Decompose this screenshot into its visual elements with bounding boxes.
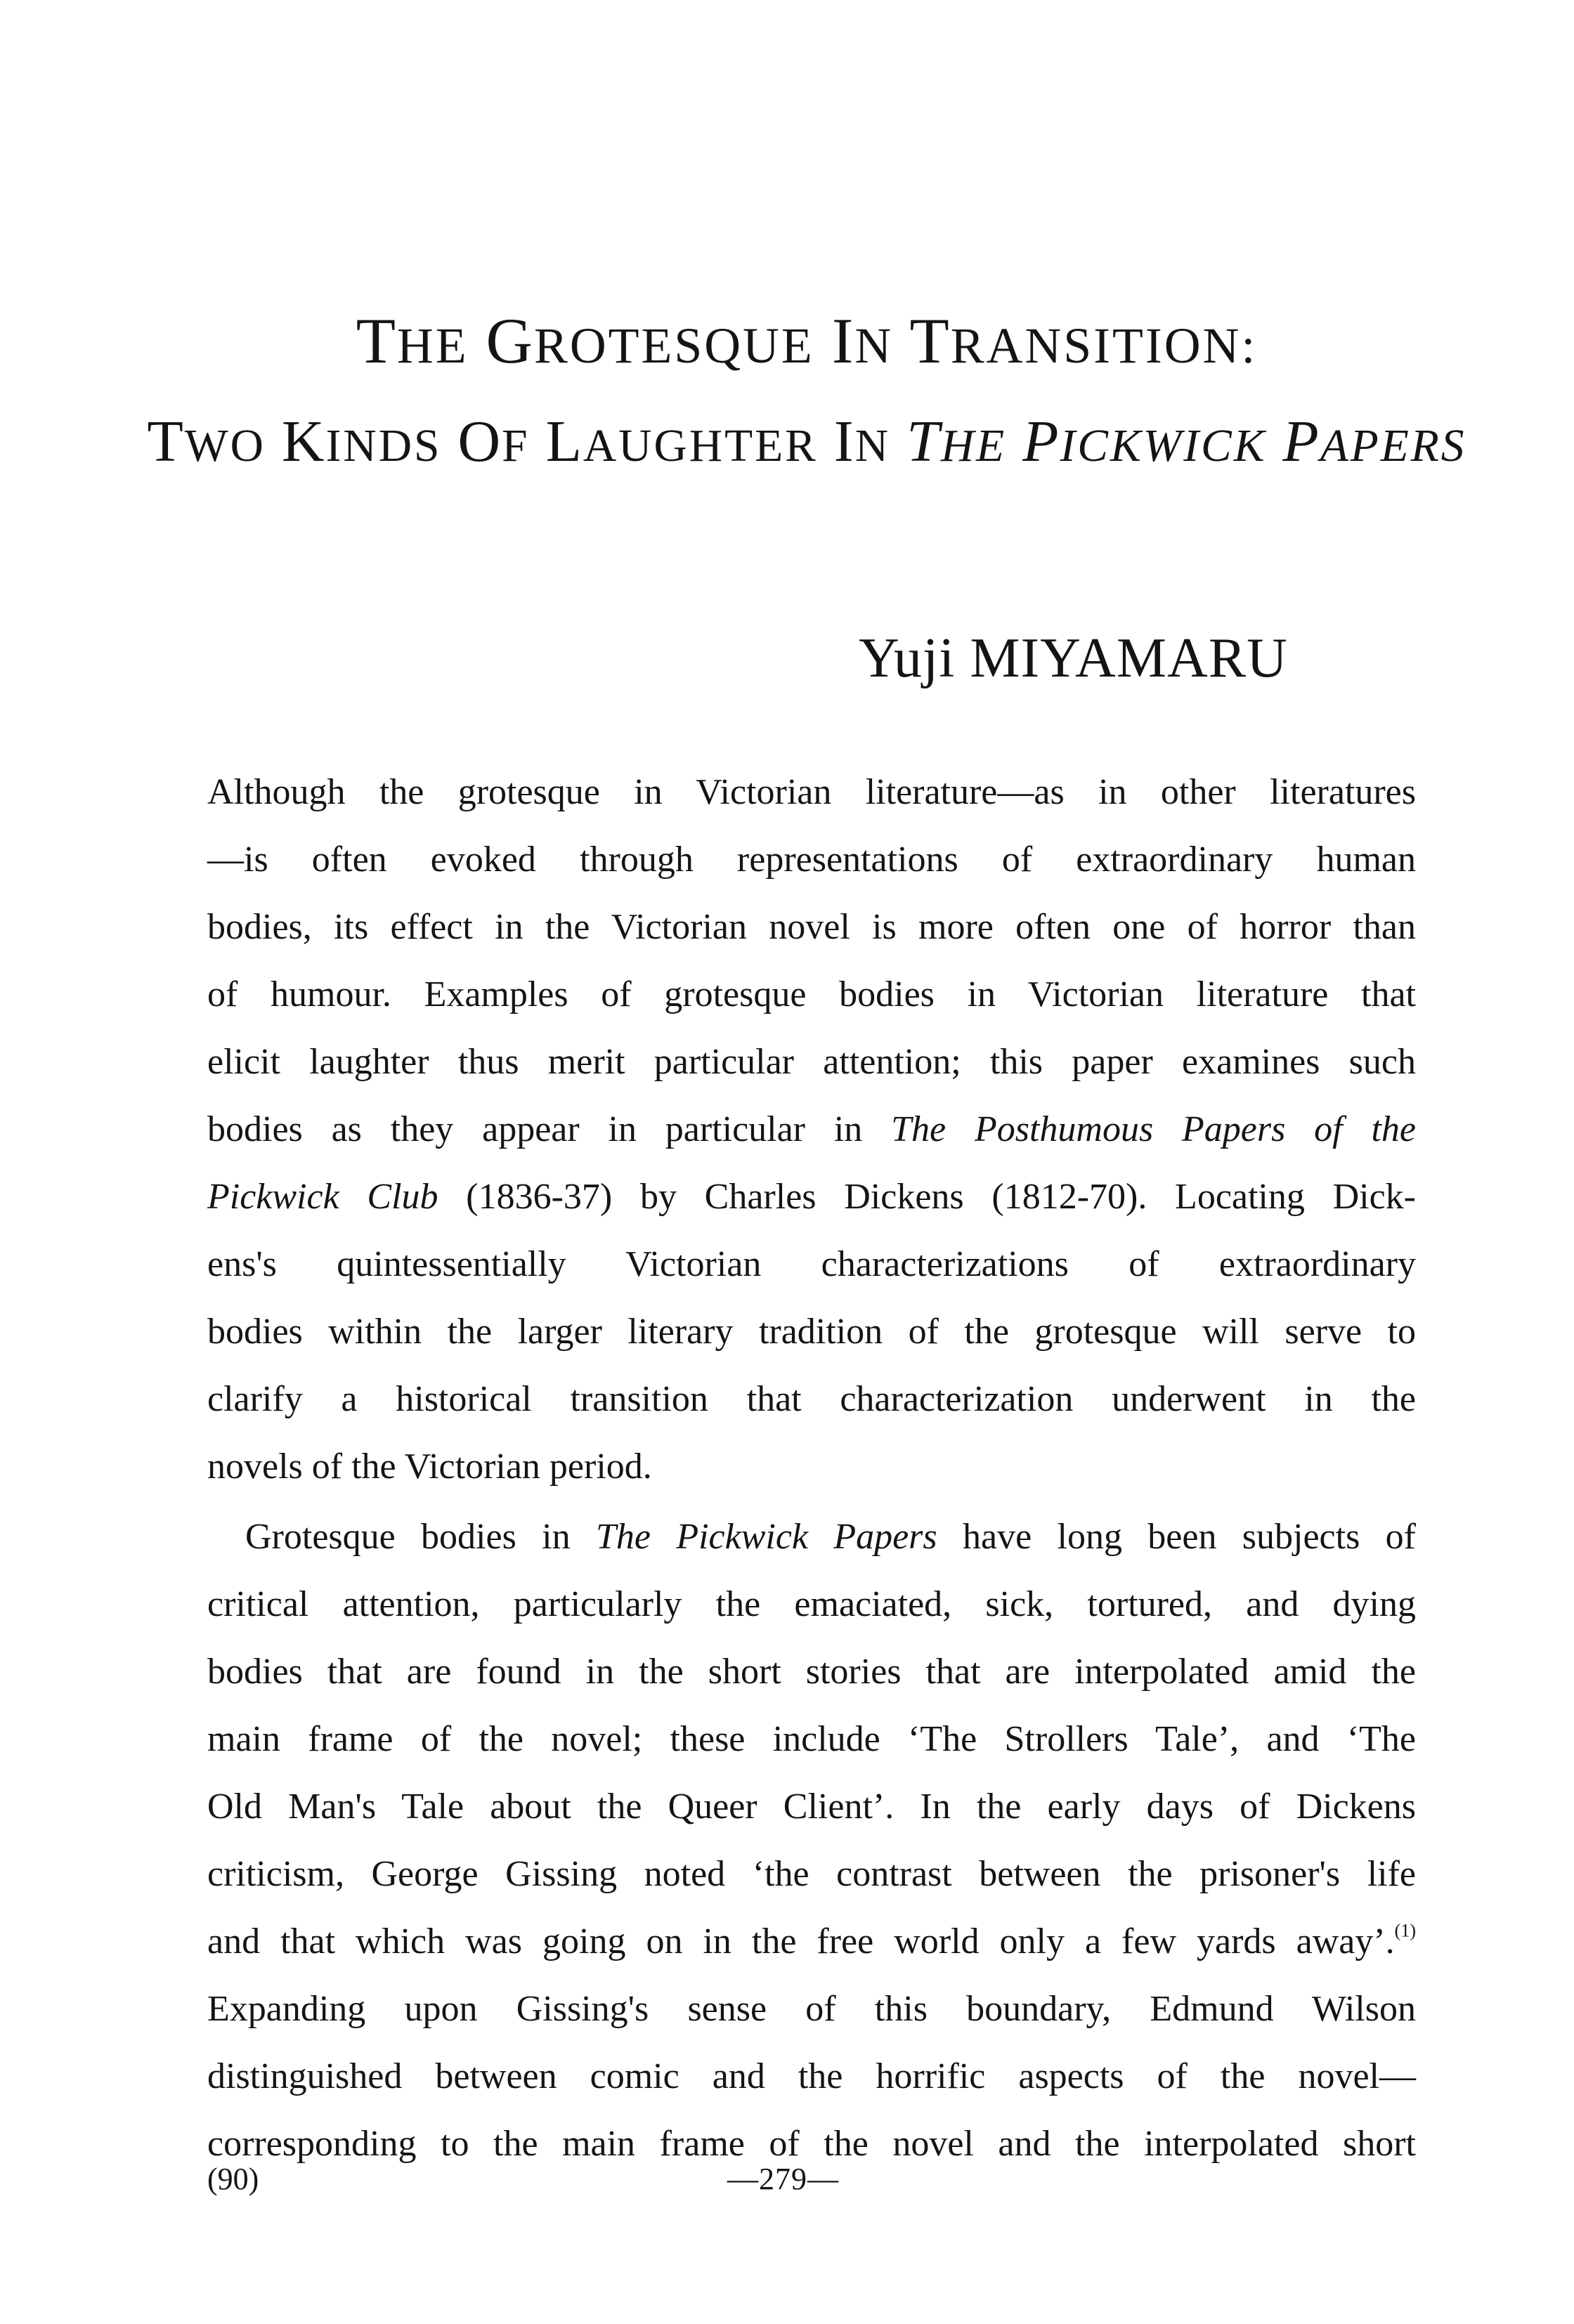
paragraph-line-text: and that which was going on in the free world only a few yards away’. <box>207 1921 1395 1961</box>
paragraph-line: critical attention, particularly the emaciated, sick, tortured, and dying <box>207 1584 1416 1624</box>
paragraph-line: clarify a historical transition that characterization underwent in the <box>207 1379 1416 1419</box>
paragraph-line: Grotesque bodies in The Pickwick Papers have long been subjects of <box>245 1517 1416 1557</box>
title-line-2: TWO KINDS OF LAUGHTER IN THE PICKWICK PAPERS <box>147 409 1466 474</box>
paragraph-line: Although the grotesque in Victorian literature—as in other literatures <box>207 772 1416 812</box>
paragraph-line: distinguished between comic and the horrific aspects of the novel— <box>207 2056 1416 2096</box>
paragraph-line: criticism, George Gissing noted ‘the contrast between the prisoner's life <box>207 1854 1416 1894</box>
paragraph-line: elicit laughter thus merit particular attention; this paper examines such <box>207 1042 1416 1082</box>
paragraph-line: Old Man's Tale about the Queer Client’. In the early days of Dickens <box>207 1787 1416 1827</box>
paragraph-line: bodies that are found in the short stories that are interpolated amid the <box>207 1652 1416 1692</box>
footnote-marker: (1) <box>1394 1920 1416 1941</box>
paragraph-line <box>207 1908 1416 1976</box>
paragraph-line: bodies, its effect in the Victorian novel is more often one of horror than <box>207 907 1416 947</box>
paragraph-line: Expanding upon Gissing's sense of this boundary, Edmund Wilson <box>207 1989 1416 2029</box>
author-name: Yuji MIYAMARU <box>859 627 1288 689</box>
paragraph-line: bodies within the larger literary tradition of the grotesque will serve to <box>207 1312 1416 1352</box>
paragraph-line: novels of the Victorian period. <box>207 1447 652 1487</box>
folio-number: (90) <box>207 2162 259 2196</box>
paragraph-line: corresponding to the main frame of the novel and the interpolated short <box>207 2124 1416 2164</box>
page-number: —279— <box>727 2162 839 2196</box>
paragraph-line: bodies as they appear in particular in The Posthumous Papers of the <box>207 1109 1416 1149</box>
paragraph-line: ens's quintessentially Victorian characterizations of extraordinary <box>207 1244 1416 1284</box>
paragraph-line: Pickwick Club (1836-37) by Charles Dickens (1812-70). Locating Dick- <box>207 1177 1416 1217</box>
paragraph-line: —is often evoked through representations of extraordinary human <box>207 840 1416 880</box>
title-line-1: THE GROTESQUE IN TRANSITION: <box>356 305 1258 377</box>
paragraph-line: main frame of the novel; these include ‘The Strollers Tale’, and ‘The <box>207 1719 1416 1759</box>
paragraph-line: of humour. Examples of grotesque bodies in Victorian literature that <box>207 974 1416 1014</box>
